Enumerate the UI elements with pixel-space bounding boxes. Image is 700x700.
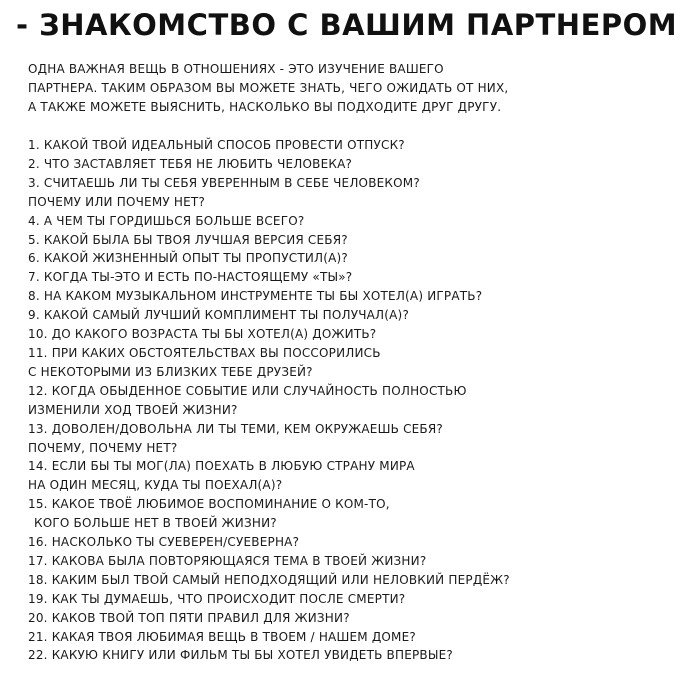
question-line: 13. ДОВОЛЕН/ДОВОЛЬНА ЛИ ТЫ ТЕМИ, КЕМ ОКРУЖАЕШЬ СЕБЯ? — [28, 421, 443, 436]
intro-paragraph — [28, 60, 688, 117]
question-line: 8. НА КАКОМ МУЗЫКАЛЬНОМ ИНСТРУМЕНТЕ ТЫ БЫ ХОТЕЛ(А) ИГРАТЬ? — [28, 289, 483, 304]
question-line: ПОЧЕМУ ИЛИ ПОЧЕМУ НЕТ? — [28, 194, 206, 209]
question-line: 2. ЧТО ЗАСТАВЛЯЕТ ТЕБЯ НЕ ЛЮБИТЬ ЧЕЛОВЕКА? — [28, 156, 353, 171]
question-line: 15. КАКОЕ ТВОЁ ЛЮБИМОЕ ВОСПОМИНАНИЕ О КОМ-ТО, — [28, 497, 390, 512]
question-line: 14. ЕСЛИ БЫ ТЫ МОГ(ЛА) ПОЕХАТЬ В ЛЮБУЮ СТРАНУ МИРА — [28, 459, 415, 474]
question-line: 7. КОГДА ТЫ-ЭТО И ЕСТЬ ПО-НАСТОЯЩЕМУ «ТЫ»? — [28, 270, 353, 285]
intro-line: ОДНА ВАЖНАЯ ВЕЩЬ В ОТНОШЕНИЯХ - ЭТО ИЗУЧЕНИЕ ВАШЕГО — [28, 62, 444, 76]
question-line: С НЕКОТОРЫМИ ИЗ БЛИЗКИХ ТЕБЕ ДРУЗЕЙ? — [28, 364, 313, 379]
question-line: 17. КАКОВА БЫЛА ПОВТОРЯЮЩАЯСЯ ТЕМА В ТВОЕЙ ЖИЗНИ? — [28, 553, 427, 568]
question-line: 1. КАКОЙ ТВОЙ ИДЕАЛЬНЫЙ СПОСОБ ПРОВЕСТИ ОТПУСК? — [28, 138, 405, 152]
question-line: 4. А ЧЕМ ТЫ ГОРДИШЬСЯ БОЛЬШЕ ВСЕГО? — [28, 213, 305, 228]
page-title: - ЗНАКОМСТВО С ВАШИМ ПАРТНЕРОМ — [16, 8, 678, 42]
question-line: 22. КАКУЮ КНИГУ ИЛИ ФИЛЬМ ТЫ БЫ ХОТЕЛ УВИДЕТЬ ВПЕРВЫЕ? — [28, 648, 453, 663]
question-line: 6. КАКОЙ ЖИЗНЕННЫЙ ОПЫТ ТЫ ПРОПУСТИЛ(А)? — [28, 251, 348, 266]
intro-line: А ТАКЖЕ МОЖЕТЕ ВЫЯСНИТЬ, НАСКОЛЬКО ВЫ ПОДХОДИТЕ ДРУГ ДРУГУ. — [28, 100, 502, 114]
intro-line: ПАРТНЕРА. ТАКИМ ОБРАЗОМ ВЫ МОЖЕТЕ ЗНАТЬ, ЧЕГО ОЖИДАТЬ ОТ НИХ, — [28, 81, 509, 95]
question-line: 10. ДО КАКОГО ВОЗРАСТА ТЫ БЫ ХОТЕЛ(А) ДОЖИТЬ? — [28, 327, 377, 342]
question-line: 5. КАКОЙ БЫЛА БЫ ТВОЯ ЛУЧШАЯ ВЕРСИЯ СЕБЯ? — [28, 232, 348, 247]
question-list — [28, 136, 692, 665]
question-line: 11. ПРИ КАКИХ ОБСТОЯТЕЛЬСТВАХ ВЫ ПОССОРИЛИСЬ — [28, 345, 381, 360]
question-line: ИЗМЕНИЛИ ХОД ТВОЕЙ ЖИЗНИ? — [28, 402, 238, 417]
question-line: 18. КАКИМ БЫЛ ТВОЙ САМЫЙ НЕПОДХОДЯЩИЙ ИЛИ НЕЛОВКИЙ ПЕРДЁЖ? — [28, 572, 510, 587]
question-line: КОГО БОЛЬШЕ НЕТ В ТВОЕЙ ЖИЗНИ? — [34, 516, 277, 531]
question-line: 19. КАК ТЫ ДУМАЕШЬ, ЧТО ПРОИСХОДИТ ПОСЛЕ СМЕРТИ? — [28, 591, 406, 606]
question-line: ПОЧЕМУ, ПОЧЕМУ НЕТ? — [28, 440, 178, 455]
question-line: 3. СЧИТАЕШЬ ЛИ ТЫ СЕБЯ УВЕРЕННЫМ В СЕБЕ ЧЕЛОВЕКОМ? — [28, 175, 420, 190]
question-line: 16. НАСКОЛЬКО ТЫ СУЕВЕРЕН/СУЕВЕРНА? — [28, 535, 300, 550]
question-line: 12. КОГДА ОБЫДЕННОЕ СОБЫТИЕ ИЛИ СЛУЧАЙНОСТЬ ПОЛНОСТЬЮ — [28, 383, 467, 398]
question-line: 21. КАКАЯ ТВОЯ ЛЮБИМАЯ ВЕЩЬ В ТВОЕМ / НАШЕМ ДОМЕ? — [28, 629, 416, 644]
question-line: 20. КАКОВ ТВОЙ ТОП ПЯТИ ПРАВИЛ ДЛЯ ЖИЗНИ? — [28, 610, 350, 625]
question-line: НА ОДИН МЕСЯЦ, КУДА ТЫ ПОЕХАЛ(А)? — [28, 478, 283, 493]
question-line: 9. КАКОЙ САМЫЙ ЛУЧШИЙ КОМПЛИМЕНТ ТЫ ПОЛУЧАЛ(А)? — [28, 308, 410, 323]
